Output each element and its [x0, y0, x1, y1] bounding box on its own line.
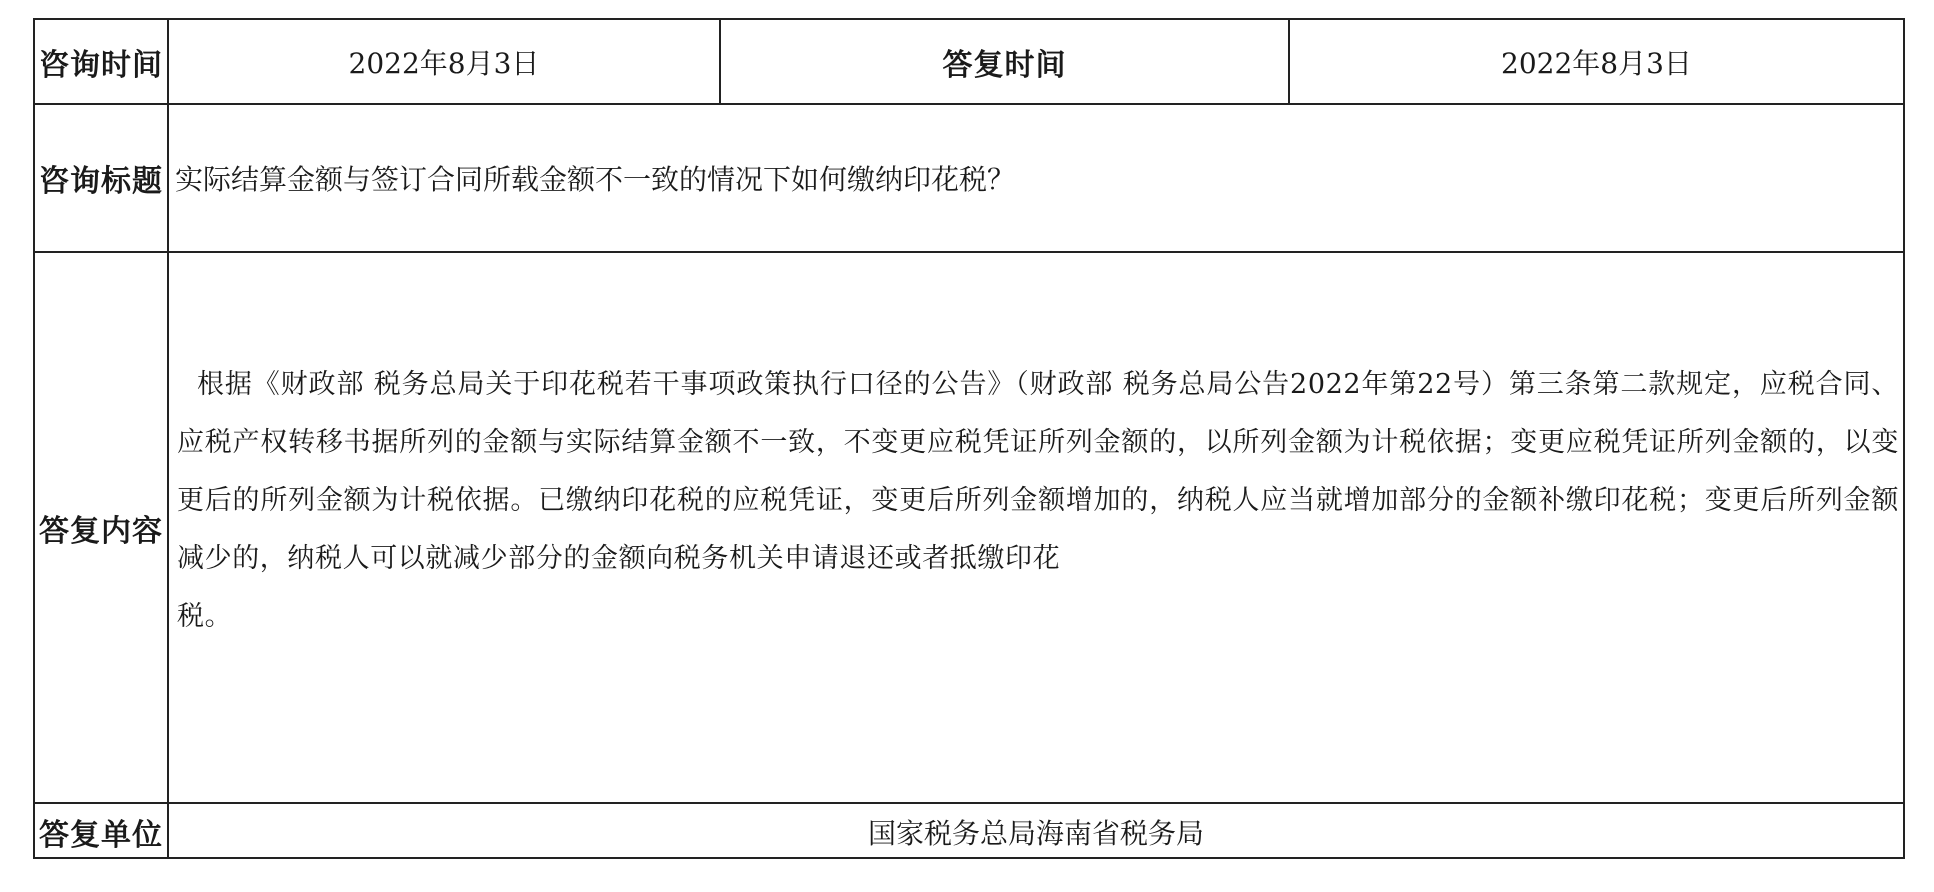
- consult-time-label: 咨询时间: [35, 20, 169, 103]
- unit-value: 国家税务总局海南省税务局: [867, 816, 1204, 850]
- unit-label: 答复单位: [35, 804, 169, 859]
- title-value: 实际结算金额与签订合同所载金额不一致的情况下如何缴纳印花税？: [175, 163, 1016, 196]
- row-unit: [35, 804, 1903, 859]
- title-label: 咨询标题: [35, 105, 169, 251]
- content-label: 答复内容: [35, 253, 169, 802]
- consultation-table: [33, 18, 1905, 859]
- row-times: [35, 20, 1903, 105]
- content-body: [169, 253, 1903, 802]
- content-paragraph: 根据《财政部 税务总局关于印花税若干事项政策执行口径的公告》（财政部 税务总局公告2022年第22号）第三条第二款规定，应税合同、应税产权转移书据所列的金额与实际结算金额不一致，不变更应税凭证所列金额的，以所列金额为计税依据；变更应税凭证所列金额的，以变更后的所列金额为计税依据。已缴纳印花税的应税凭证，变更后所列金额增加的，纳税人应当就增加部分的金额补缴印花税；变更后所列金额减少的，纳税人可以就减少部分的金额向税务机关申请退还或者抵缴印花: [177, 369, 1899, 574]
- content-tail: 税。: [177, 601, 233, 632]
- reply-time-label: 答复时间: [721, 20, 1290, 103]
- consult-time-value: 2022年8月3日: [169, 20, 721, 103]
- row-title: [35, 105, 1903, 253]
- reply-time-value: 2022年8月3日: [1501, 46, 1692, 80]
- row-content: [35, 253, 1903, 804]
